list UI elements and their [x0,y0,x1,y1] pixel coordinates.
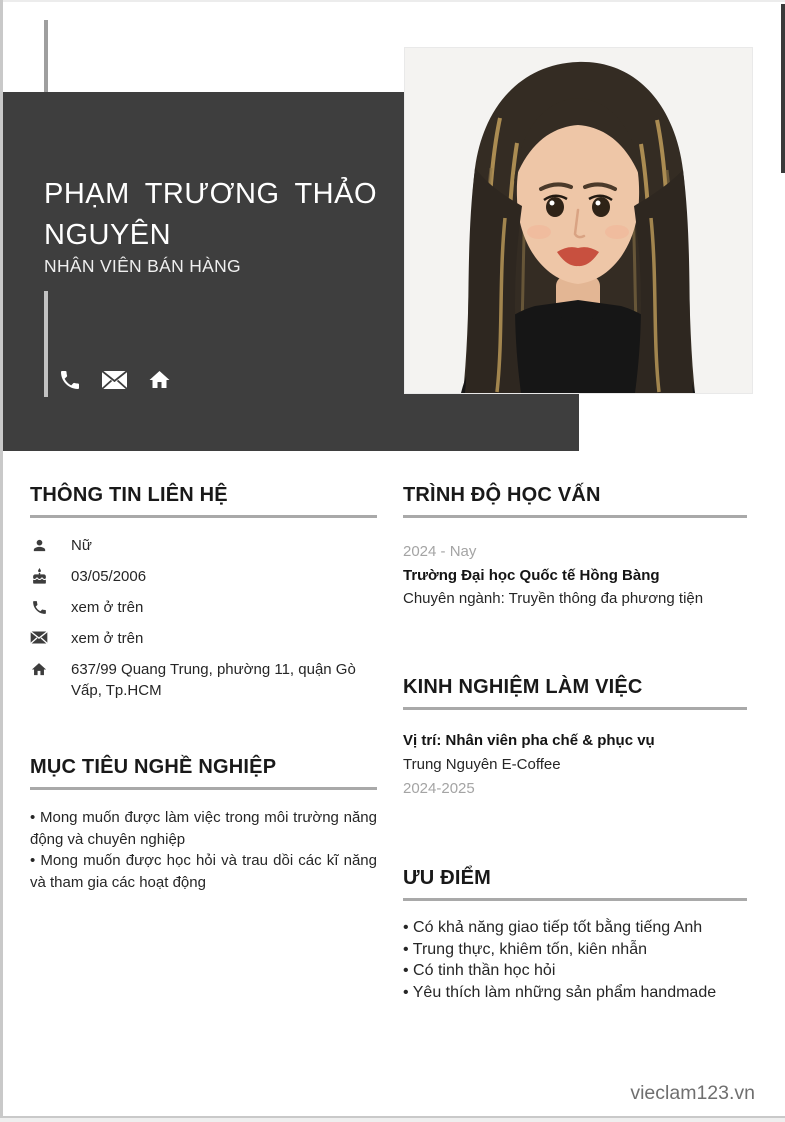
strength-item: • Yêu thích làm những sản phẩm handmade [403,983,717,1001]
contact-row-phone [30,597,377,618]
contact-phone: xem ở trên [71,599,144,616]
phone-icon [30,599,48,616]
contact-email: xem ở trên [71,630,144,647]
home-icon [147,368,172,392]
strength-item: • Có tinh thần học hỏi [403,962,556,979]
objective-heading: MỤC TIÊU NGHỀ NGHIỆP [30,754,377,790]
experience-period: 2024-2025 [403,780,475,797]
experience-position: Vị trí: Nhân viên pha chế & phục vụ [403,732,655,749]
home-icon [30,661,48,678]
candidate-name-line2: NGUYÊN [44,219,172,251]
contact-row-address [30,659,377,701]
vertical-accent-line-bottom [44,291,48,397]
education-school: Trường Đại học Quốc tế Hồng Bàng [403,566,660,584]
contact-list [30,535,377,701]
experience-entry [403,729,747,801]
contact-row-gender [30,535,377,556]
page-right-accent-strip [781,4,785,173]
section-experience [403,674,747,801]
contact-address: 637/99 Quang Trung, phường 11, quận Gò Vấp, Tp.HCM [71,661,356,699]
experience-company: Trung Nguyên E-Coffee [403,756,561,773]
objective-text [30,807,377,893]
section-education [403,482,747,611]
education-major: Chuyên ngành: Truyền thông đa phương tiện [403,590,704,607]
email-icon [101,368,128,392]
education-period: 2024 - Nay [403,543,477,560]
education-heading: TRÌNH ĐỘ HỌC VẤN [403,482,747,518]
contact-heading: THÔNG TIN LIÊN HỆ [30,482,377,518]
cake-icon [30,568,48,585]
strengths-heading: ƯU ĐIỂM [403,865,747,901]
strengths-list [403,917,747,1003]
section-contact [30,482,377,711]
email-icon [30,630,48,645]
phone-icon [58,368,82,392]
person-icon [30,537,48,554]
header-contact-icons [58,368,172,392]
contact-gender: Nữ [71,537,92,554]
job-title: NHÂN VIÊN BÁN HÀNG [44,256,241,276]
section-strengths [403,865,747,1003]
objective-bullet: • Mong muốn được học hỏi và trau dồi các kĩ năng và tham gia các hoạt động [30,852,377,891]
experience-heading: KINH NGHIỆM LÀM VIỆC [403,674,747,710]
candidate-name-line1: PHẠM TRƯƠNG THẢO [44,178,377,210]
contact-row-birthday [30,566,377,587]
strength-item: • Có khả năng giao tiếp tốt bằng tiếng Anh [403,919,703,936]
candidate-name [44,174,377,256]
contact-birthday: 03/05/2006 [71,568,147,585]
education-entry [403,540,747,611]
page-top-edge [0,0,785,2]
watermark-vieclam123: vieclam123.vn [630,1082,755,1104]
objective-bullet: • Mong muốn được làm việc trong môi trường năng động và chuyên nghiệp [30,809,377,848]
strength-item: • Trung thực, khiêm tốn, kiên nhẫn [403,940,647,958]
contact-row-email [30,628,377,649]
portrait-photo [405,48,752,393]
section-objective [30,754,377,893]
page-bottom-margin [0,1118,785,1122]
